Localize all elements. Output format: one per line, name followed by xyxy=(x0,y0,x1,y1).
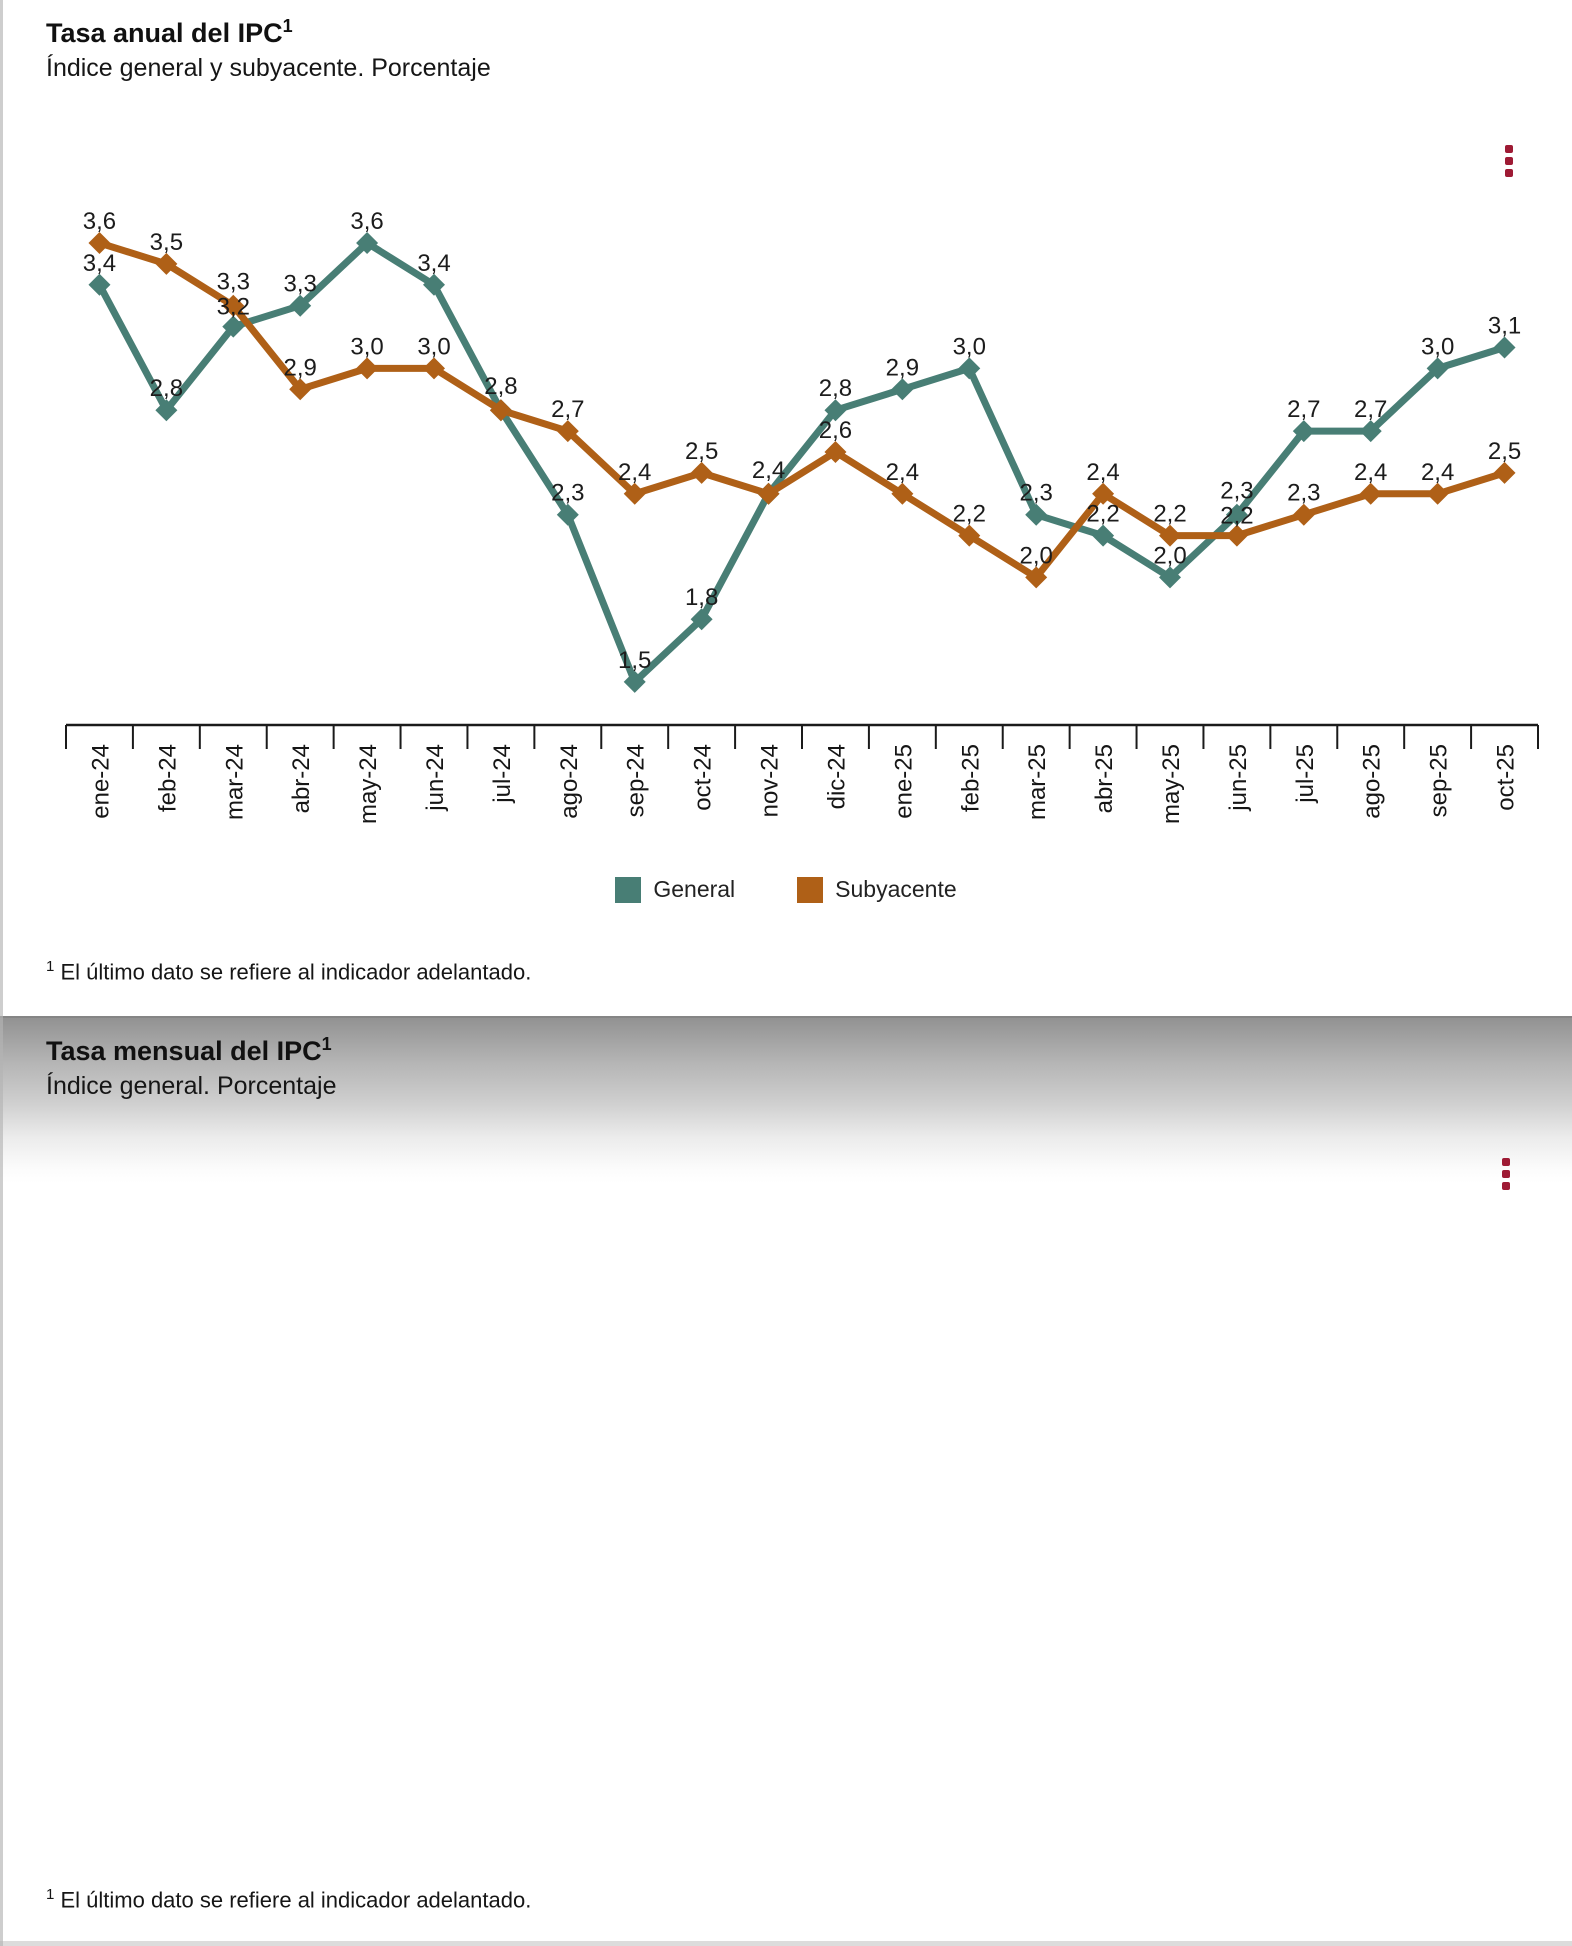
data-label: 3,6 xyxy=(350,208,384,235)
legend-label-subyacente: Subyacente xyxy=(835,876,957,902)
kebab-menu-icon[interactable] xyxy=(1498,1154,1514,1194)
monthly-chart-footnote: $^1$ El último dato se refiere al indicador adelantado. xyxy=(46,1886,532,1913)
data-label: 2,3 xyxy=(1287,479,1321,507)
data-label: 3,3 xyxy=(216,268,250,296)
legend xyxy=(0,876,1572,903)
data-label: 2,0 xyxy=(1019,542,1053,570)
data-label: 1,5 xyxy=(618,646,652,674)
data-label: 3,3 xyxy=(283,270,317,298)
axis-month-label: jul-24 xyxy=(488,744,516,803)
menu-dot xyxy=(1502,1158,1510,1166)
axis-month-label: ago-25 xyxy=(1358,744,1386,819)
menu-dot xyxy=(1502,1170,1510,1178)
axis-month-label: mar-24 xyxy=(221,744,249,821)
data-label: 3,0 xyxy=(1420,333,1455,361)
axis-month-label: mar-25 xyxy=(1024,744,1052,821)
footnote-marker: 1 xyxy=(46,958,55,975)
data-label: 3,0 xyxy=(417,333,451,361)
menu-dot xyxy=(1505,145,1513,153)
data-label: 3,1 xyxy=(1487,312,1522,340)
footnote-marker: 1 xyxy=(46,1886,55,1903)
axis-month-label: jun-25 xyxy=(1224,744,1252,811)
data-label: 2,4 xyxy=(618,458,652,486)
data-label: 2,9 xyxy=(885,354,920,382)
annual-chart-footnote: $^1$ El último dato se refiere al indicador adelantado. xyxy=(46,958,532,985)
data-label: 3,0 xyxy=(350,333,384,361)
data-label: 2,2 xyxy=(952,500,986,528)
axis-month-label: feb-25 xyxy=(957,744,985,813)
axis-month-label: may-25 xyxy=(1158,744,1185,825)
annual-chart-title: Tasa anual del IPC$^1$ xyxy=(46,16,293,48)
axis-month-label: jun-24 xyxy=(422,744,449,811)
data-label: 2,4 xyxy=(885,458,920,486)
monthly-rate-section xyxy=(0,1016,1572,1942)
data-label: 3,6 xyxy=(82,208,117,235)
data-label: 2,7 xyxy=(1287,396,1321,424)
axis-month-label: ago-24 xyxy=(555,744,583,819)
axis-month-label: sep-25 xyxy=(1425,744,1453,818)
axis-month-label: ene-25 xyxy=(890,744,918,819)
data-label: 2,8 xyxy=(484,373,518,401)
legend-item-general xyxy=(615,876,735,903)
menu-dot xyxy=(1505,157,1513,165)
legend-swatch-subyacente xyxy=(797,877,823,903)
data-label: 2,3 xyxy=(1019,479,1053,507)
axis-month-label: jul-25 xyxy=(1291,744,1319,803)
monthly-chart-subtitle: Índice general. Porcentaje xyxy=(46,1072,337,1100)
kebab-menu-icon[interactable] xyxy=(1501,141,1517,181)
data-label: 2,3 xyxy=(1220,477,1254,505)
data-label: 2,3 xyxy=(551,479,585,507)
monthly-chart-title: Tasa mensual del IPC$^1$ xyxy=(46,1034,332,1066)
footnote-marker: 1 xyxy=(282,16,293,36)
data-label: 2,2 xyxy=(1086,500,1120,528)
axis-month-label: dic-24 xyxy=(823,744,851,810)
data-label: 2,9 xyxy=(283,354,317,382)
axis-month-label: abr-24 xyxy=(288,744,316,814)
data-label: 2,2 xyxy=(1220,502,1254,530)
axis-month-label: abr-25 xyxy=(1091,744,1119,814)
data-label: 2,5 xyxy=(1487,437,1522,465)
data-label: 3,4 xyxy=(417,249,451,277)
data-label: 2,7 xyxy=(1354,396,1388,424)
data-label: 3,2 xyxy=(216,293,250,321)
data-label: 2,8 xyxy=(818,375,853,403)
data-label: 2,4 xyxy=(751,456,786,484)
axis-month-label: nov-24 xyxy=(756,744,784,818)
axis-month-label: ene-24 xyxy=(87,744,115,819)
axis-month-label: feb-24 xyxy=(154,744,182,813)
axis-month-label: may-24 xyxy=(355,744,383,825)
legend-item-subyacente xyxy=(797,876,956,903)
data-label: 2,0 xyxy=(1153,542,1187,570)
axis-month-label: oct-24 xyxy=(689,744,717,811)
data-label: 1,8 xyxy=(684,584,719,612)
next-section-edge xyxy=(0,1941,1572,1946)
annual-chart-subtitle: Índice general y subyacente. Porcentaje xyxy=(46,54,491,82)
legend-swatch-general xyxy=(615,877,641,903)
data-label: 2,7 xyxy=(551,396,585,424)
data-label: 3,0 xyxy=(952,333,986,361)
menu-dot xyxy=(1502,1182,1510,1190)
data-label: 3,5 xyxy=(149,228,184,256)
legend-label-general: General xyxy=(653,876,736,902)
menu-dot xyxy=(1505,169,1513,177)
data-label: 2,6 xyxy=(818,417,853,444)
axis-month-label: sep-24 xyxy=(622,744,650,818)
data-label: 3,4 xyxy=(82,249,117,277)
data-label: 2,4 xyxy=(1086,458,1120,486)
data-label: 2,4 xyxy=(1420,458,1455,486)
data-label: 2,4 xyxy=(1354,458,1388,486)
page-left-border xyxy=(0,0,3,1946)
footnote-marker: 1 xyxy=(321,1034,332,1054)
data-label: 2,5 xyxy=(684,437,719,465)
data-label: 2,2 xyxy=(1153,500,1187,528)
data-label: 2,8 xyxy=(149,375,184,403)
axis-month-label: oct-25 xyxy=(1492,744,1520,811)
